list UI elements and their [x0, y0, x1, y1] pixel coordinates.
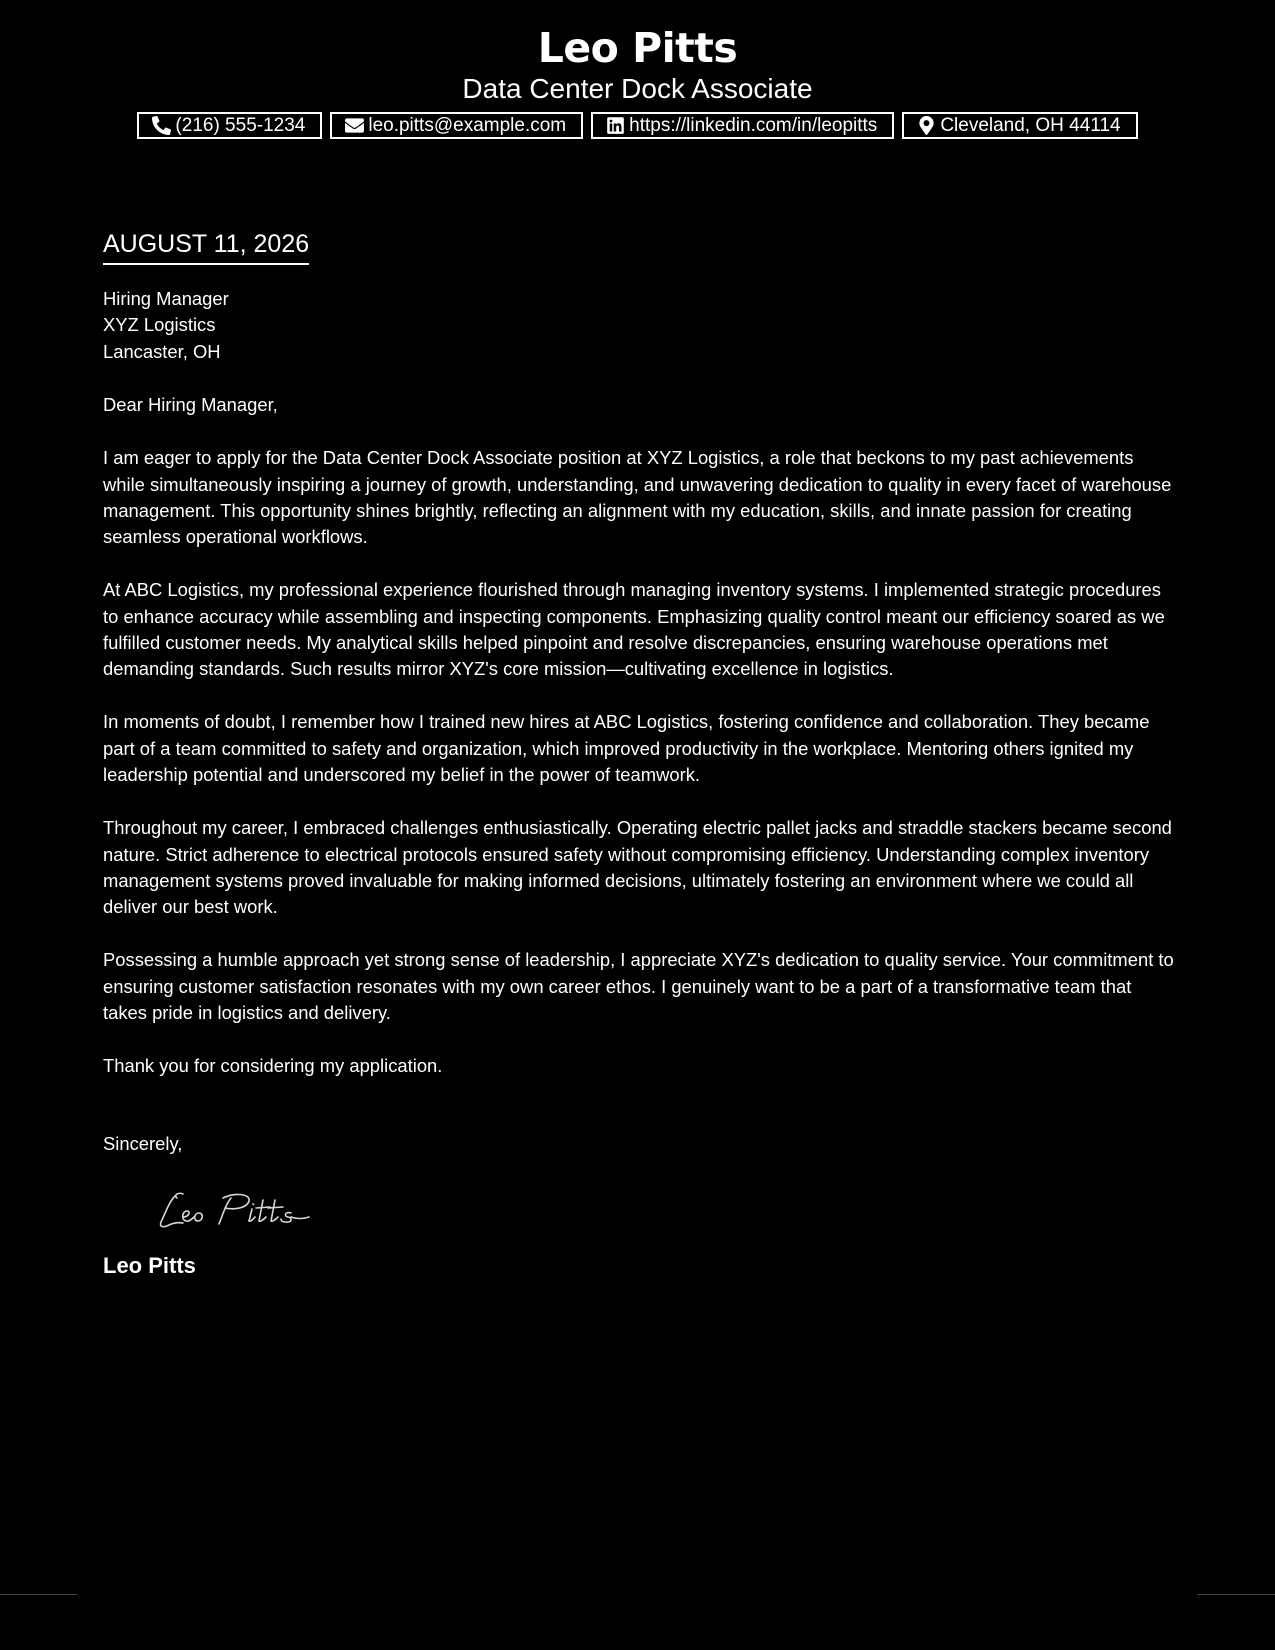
contact-phone[interactable]	[137, 112, 322, 139]
phone-icon	[152, 116, 171, 135]
linkedin-icon	[606, 116, 625, 135]
contact-bar	[0, 112, 1275, 139]
signature-image	[153, 1186, 313, 1232]
contact-phone-text: (216) 555-1234	[175, 114, 306, 136]
envelope-icon	[345, 116, 364, 135]
contact-email-text: leo.pitts@example.com	[368, 114, 567, 136]
signature-graphic	[153, 1186, 313, 1232]
salutation: Dear Hiring Manager,	[103, 394, 278, 416]
recipient-line: Lancaster, OH	[103, 340, 221, 362]
applicant-name: Leo Pitts	[537, 24, 738, 72]
contact-email[interactable]	[330, 112, 583, 139]
applicant-title: Data Center Dock Associate	[462, 73, 813, 104]
recipient-line: Hiring Manager	[103, 288, 229, 309]
cover-letter-body	[103, 229, 1175, 1280]
letter-paragraph: Throughout my career, I embraced challenges enthusiastically. Operating electric pallet jacks and straddle stackers became second nature. Strict adherence to electrical protocols ensured safety without compromising efficiency. Understanding complex inventory management systems proved invaluable for making informed decisions, ultimately fostering an environment where we could all deliver our best work.	[103, 817, 1172, 918]
map-marker-icon	[917, 116, 936, 135]
contact-location[interactable]	[902, 112, 1137, 139]
closing: Sincerely,	[103, 1133, 183, 1155]
resume-header	[0, 22, 1275, 139]
footer-divider-right	[1197, 1594, 1275, 1595]
letter-paragraph: Thank you for considering my application.	[103, 1054, 443, 1076]
letter-paragraph: Possessing a humble approach yet strong sense of leadership, I appreciate XYZ's dedication to quality service. Your commitment to ensuring customer satisfaction resonates with my own career ethos. I genuinely want to be a part of a transformative team that takes pride in logistics and delivery.	[103, 949, 1174, 1024]
recipient-block	[103, 286, 1175, 365]
letter-paragraph: I am eager to apply for the Data Center Dock Associate position at XYZ Logistics, a role that beckons to my past achievements while simultaneously inspiring a journey of growth, understanding, and unwavering dedication to quality in every facet of warehouse management. This opportunity shines brightly, reflecting an alignment with my education, skills, and innate passion for creating seamless operational workflows.	[103, 447, 1172, 548]
contact-linkedin[interactable]	[591, 112, 894, 139]
letter-date: AUGUST 11, 2026	[103, 229, 309, 265]
letter-paragraph: At ABC Logistics, my professional experience flourished through managing inventory systems. I implemented strategic procedures to enhance accuracy while assembling and inspecting components. Emphasizing quality control meant our efficiency soared as we fulfilled customer needs. My analytical skills helped pinpoint and resolve discrepancies, ensuring warehouse operations met demanding standards. Such results mirror XYZ's core mission—cultivating excellence in logistics.	[103, 579, 1165, 680]
contact-location-text: Cleveland, OH 44114	[940, 114, 1121, 136]
contact-linkedin-text: https://linkedin.com/in/leopitts	[629, 114, 878, 136]
signer-name: Leo Pitts	[103, 1252, 196, 1278]
letter-paragraph: In moments of doubt, I remember how I trained new hires at ABC Logistics, fostering confidence and collaboration. They became part of a team committed to safety and organization, which improved productivity in the workplace. Mentoring others ignited my leadership potential and underscored my belief in the power of teamwork.	[103, 711, 1150, 786]
footer-divider-left	[0, 1594, 77, 1595]
recipient-line: XYZ Logistics	[103, 314, 216, 336]
